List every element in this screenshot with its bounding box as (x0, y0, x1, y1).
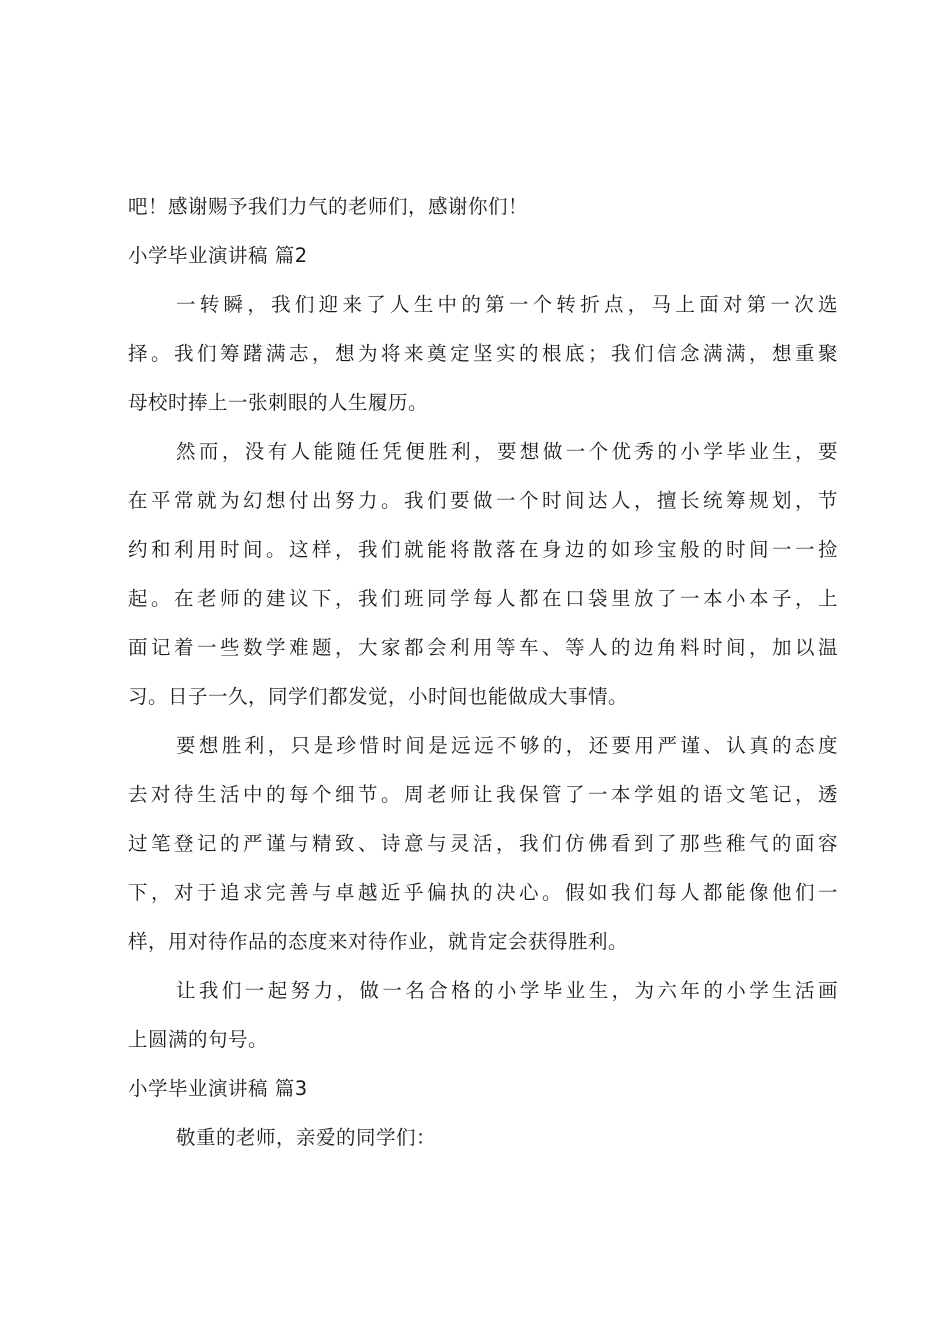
text-line: 一转瞬，我们迎来了人生中的第一个转折点，马上面对第一次选 (176, 293, 838, 316)
text-line: 在平常就为幻想付出努力。我们要做一个时间达人，擅长统筹规划，节 (128, 489, 838, 512)
text-line: 敬重的老师，亲爱的同学们： (176, 1126, 437, 1149)
text-line: 习。日子一久，同学们都发觉，小时间也能做成大事情。 (128, 685, 629, 708)
section-heading: 小学毕业演讲稿 篇3 (128, 1077, 308, 1100)
text-line: 择。我们筹躇满志，想为将来奠定坚实的根底；我们信念满满，想重聚 (128, 342, 838, 365)
text-line: 然而，没有人能随任凭便胜利，要想做一个优秀的小学毕业生，要 (176, 440, 838, 463)
text-line: 让我们一起努力，做一名合格的小学毕业生，为六年的小学生活画 (176, 979, 838, 1002)
text-line: 下，对于追求完善与卓越近乎偏执的决心。假如我们每人都能像他们一 (128, 881, 838, 904)
text-line: 约和利用时间。这样，我们就能将散落在身边的如珍宝般的时间一一捡 (128, 538, 838, 561)
text-line: 面记着一些数学难题，大家都会利用等车、等人的边角料时间，加以温 (128, 636, 838, 659)
text-line: 母校时捧上一张刺眼的人生履历。 (128, 391, 429, 414)
section-heading: 小学毕业演讲稿 篇2 (128, 244, 308, 267)
text-line: 样，用对待作品的态度来对待作业，就肯定会获得胜利。 (128, 930, 629, 953)
text-line: 过笔登记的严谨与精致、诗意与灵活，我们仿佛看到了那些稚气的面容 (128, 832, 838, 855)
text-line: 去对待生活中的每个细节。周老师让我保管了一本学姐的语文笔记，透 (128, 783, 838, 806)
text-line: 上圆满的句号。 (128, 1028, 269, 1051)
text-line: 吧！感谢赐予我们力气的老师们，感谢你们！ (128, 195, 529, 218)
text-line: 要想胜利，只是珍惜时间是远远不够的，还要用严谨、认真的态度 (176, 734, 838, 757)
text-line: 起。在老师的建议下，我们班同学每人都在口袋里放了一本小本子，上 (128, 587, 838, 610)
